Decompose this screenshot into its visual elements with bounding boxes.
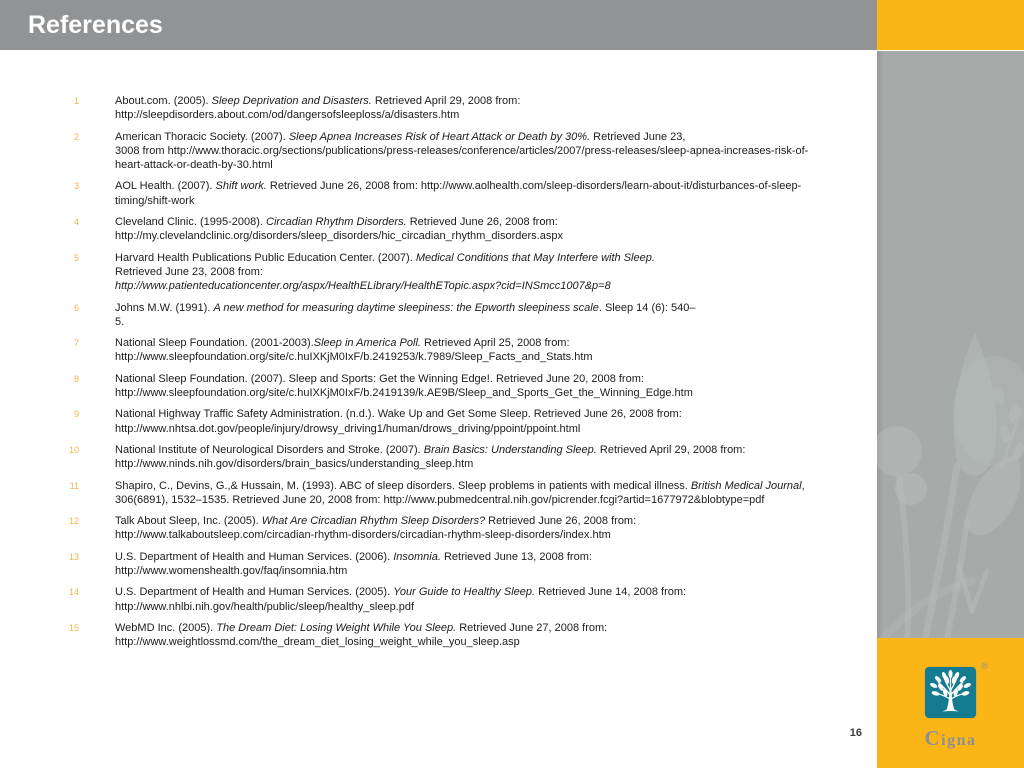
reference-number: 12	[68, 516, 79, 527]
reference-text: Cleveland Clinic. (1995-2008). Circadian Rhythm Disorders. Retrieved June 26, 2008 from: http://my.clevelandclinic.org/disorders/sleep_disorders/hic_circadian_rhythm_disorders.aspx	[115, 216, 563, 243]
reference-number: 4	[73, 217, 79, 228]
reference-item	[0, 130, 815, 173]
reference-number: 9	[73, 409, 79, 420]
reference-text: National Highway Traffic Safety Administration. (n.d.). Wake Up and Get Some Sleep. Retrieved June 26, 2008 from: http://www.nhtsa.dot.gov/people/injury/drowsy_driving1/human/drows_driving/ppoint/ppoint.html	[115, 408, 682, 435]
reference-number: 10	[68, 444, 79, 455]
reference-item	[0, 514, 815, 543]
cigna-tree-icon	[924, 666, 977, 719]
reference-item	[0, 251, 815, 294]
reference-number: 13	[68, 551, 79, 562]
reference-text: Harvard Health Publications Public Education Center. (2007). Medical Conditions that May Interfere with Sleep. Retrieved June 23, 2008 from: http://www.patienteducationcenter.org/aspx/HealthELibrary/HealthETopic.aspx?cid=INSmcc1007&p=8	[115, 251, 655, 293]
reference-text: Shapiro, C., Devins, G.,& Hussain, M. (1993). ABC of sleep disorders. Sleep problems in patients with medical illness. British Medical Journal, 306(6891), 1532–1535. Retrieved June 20, 2008 from: http://www.pubmedcentral.nih.gov/picrender.fcgi?artid=1677972&blobtype=pdf	[115, 479, 805, 506]
reference-item	[0, 336, 815, 365]
reference-text: American Thoracic Society. (2007). Sleep Apnea Increases Risk of Heart Attack or Death by 30%. Retrieved June 23, 3008 from http://www.thoracic.org/sections/publications/press-releases/conference/articles/2007/press-releases/sleep-apnea-increases-risk-of-heart-attack-or-death-by-30.html	[115, 130, 809, 172]
reference-text: U.S. Department of Health and Human Services. (2005). Your Guide to Healthy Sleep. Retrieved June 14, 2008 from: http://www.nhlbi.nih.gov/health/public/sleep/healthy_sleep.pdf	[115, 586, 687, 613]
reference-item	[0, 407, 815, 436]
reference-item	[0, 621, 815, 650]
cigna-wordmark: Cigna	[924, 726, 977, 750]
reference-number: 2	[73, 131, 79, 142]
references-list	[0, 94, 815, 657]
reference-text: AOL Health. (2007). Shift work. Retrieved June 26, 2008 from: http://www.aolhealth.com/sleep-disorders/learn-about-it/disturbances-of-sleep-timing/shift-work	[115, 180, 802, 207]
reference-text: Johns M.W. (1991). A new method for measuring daytime sleepiness: the Epworth sleepiness scale. Sleep 14 (6): 540– 5.	[115, 301, 696, 328]
cigna-logo	[877, 661, 1024, 751]
header-bar	[0, 0, 877, 50]
reference-item	[0, 215, 815, 244]
reference-number: 5	[73, 252, 79, 263]
reference-number: 3	[73, 181, 79, 192]
reference-text: WebMD Inc. (2005). The Dream Diet: Losing Weight While You Sleep. Retrieved June 27, 2008 from: http://www.weightlossmd.com/the_dream_diet_losing_weight_while_you_sleep.asp	[115, 621, 608, 649]
reference-number: 6	[73, 302, 79, 313]
reference-text: National Institute of Neurological Disorders and Stroke. (2007). Brain Basics: Understanding Sleep. Retrieved April 29, 2008 from: http://www.ninds.nih.gov/disorders/brain_basics/understanding_sleep.htm	[115, 443, 746, 471]
reference-item	[0, 550, 815, 579]
reference-item	[0, 443, 815, 472]
reference-number: 7	[73, 338, 79, 349]
reference-number: 14	[68, 587, 79, 598]
reference-item	[0, 179, 815, 208]
reference-text: National Sleep Foundation. (2007). Sleep and Sports: Get the Winning Edge!. Retrieved June 20, 2008 from: http://www.sleepfoundation.org/site/c.huIXKjM0IxF/b.2419139/k.AE9B/Sleep_and_Sports_Get_the_Winning_Edge.htm	[115, 372, 693, 400]
reference-item	[0, 301, 815, 330]
reference-text: U.S. Department of Health and Human Services. (2006). Insomnia. Retrieved June 13, 2008 from: http://www.womenshealth.gov/faq/insomnia.htm	[115, 550, 592, 578]
page-number: 16	[849, 727, 862, 739]
reference-text: Talk About Sleep, Inc. (2005). What Are Circadian Rhythm Sleep Disorders? Retrieved June 26, 2008 from: http://www.talkaboutsleep.com/circadian-rhythm-disorders/circadian-rhythm-sleep-disorders/index.htm	[115, 515, 637, 542]
reference-item	[0, 585, 815, 614]
reference-item	[0, 479, 815, 508]
reference-item	[0, 94, 815, 123]
reference-item	[0, 372, 815, 401]
sidebar	[877, 51, 1024, 768]
header-accent-block	[877, 0, 1024, 50]
reference-number: 1	[73, 96, 79, 106]
footer-accent-block	[877, 638, 1024, 768]
page-title: References	[28, 11, 163, 39]
reference-number: 15	[68, 622, 79, 633]
reference-text: About.com. (2005). Sleep Deprivation and Disasters. Retrieved April 29, 2008 from: http://sleepdisorders.about.com/od/dangersofsleeploss/a/disasters.htm	[115, 95, 521, 122]
reference-number: 11	[69, 480, 79, 491]
reference-number: 8	[73, 373, 79, 384]
registered-trademark: ®	[981, 661, 988, 671]
reference-text: National Sleep Foundation. (2001-2003).Sleep in America Poll. Retrieved April 25, 2008 from: http://www.sleepfoundation.org/site/c.huIXKjM0IxF/b.2419253/k.7989/Sleep_Facts_and_Stats.htm	[115, 337, 593, 364]
